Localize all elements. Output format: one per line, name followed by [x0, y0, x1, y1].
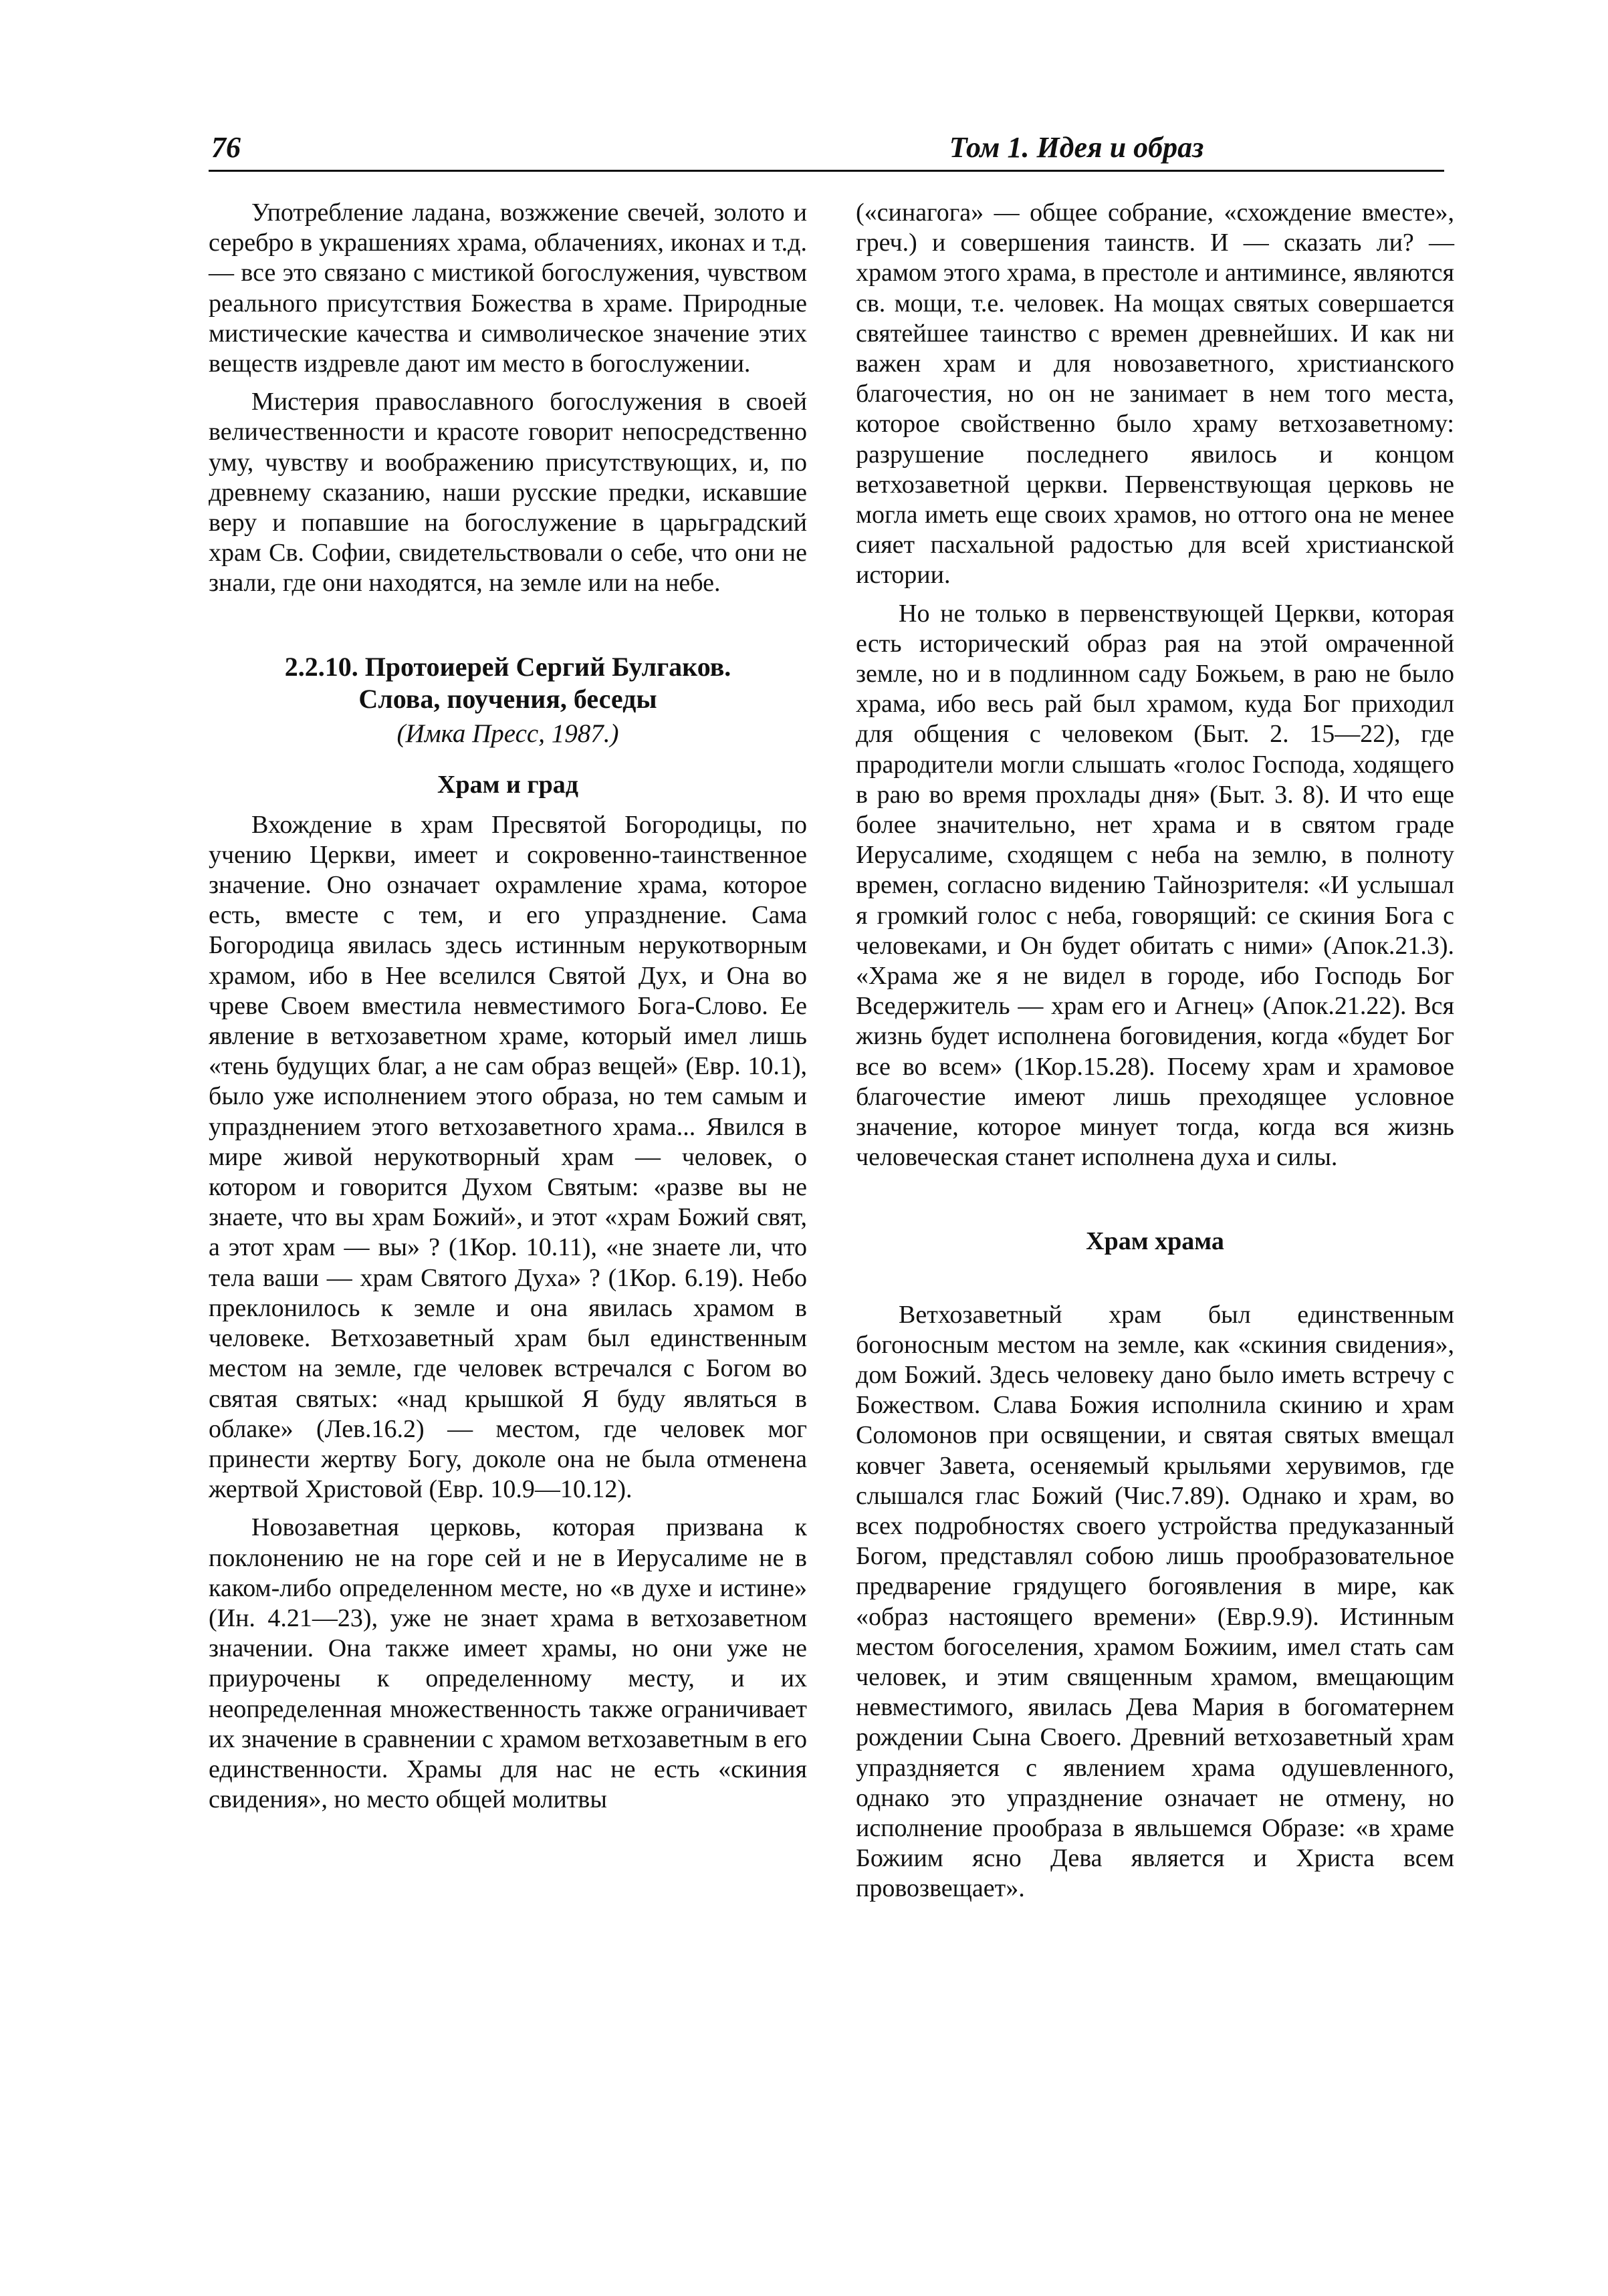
section-source: (Имка Пресс, 1987.) — [396, 719, 619, 748]
subsection-title: Храм и град — [437, 770, 578, 799]
section-title-line: Слова, поучения, беседы — [358, 683, 657, 714]
paragraph: («синагога» — общее собрание, «схождение вместе», греч.) и совершения таинств. И — сказать ли? — храмом этого храма, в престоле и антиминсе, являются св. мощи, т.е. человек. На мощах святых совершается святейшее таинство с времен древнейших. И как ни важен храм и для новозаветного, христианского благочестия, но он не занимает в нем того места, которое свойственно было храму ветхозаветному: разрушение последнего явилось и концом ветхозаветной церкви. Первенствующая церковь не могла иметь еще своих храмов, но оттого она не менее сияет пасхальной радостью для всей христианской истории. — [856, 199, 1454, 590]
page-number: 76 — [211, 131, 241, 164]
paragraph: Вхождение в храм Пресвятой Богородицы, по учению Церкви, имеет и сокровенно-таинственное значение. Оно означает охрамление храма, которое есть, вместе с тем, и его упразднение. Сама Богородица явилась здесь истинным нерукотворным храмом, ибо в Нее вселился Святой Дух, и Она во чреве Своем вместила невместимого Бога-Слово. Ее явление в ветхозаветном храме, который имел лишь «тень будущих благ, а не сам образ вещей» (Евр. 10.1), было уже исполнением этого образа, но тем самым и упразднением этого ветхозаветного храма... Явился в мире живой нерукотворный храм — человек, о котором и говорится Духом Святым: «разве вы не знаете, что вы храм Божий», и этот «храм Божий свят, а этот храм — вы» ? (1Кор. 10.11), «не знаете ли, что тела ваши — храм Святого Духа» ? (1Кор. 6.19). Небо преклонилось к земле и она явилась храмом в человеке. Ветхозаветный храм был единственным местом на земле, где человек встречался с Богом во святая святых: «над крышкой Я буду являться в облаке» (Лев.16.2) — местом, где человек мог принести жертву Богу, доколе она не была отменена жертвой Христовой (Евр. 10.9—10.12). — [209, 810, 807, 1504]
right-column — [856, 198, 1454, 1904]
left-column — [209, 198, 807, 1815]
running-header — [209, 131, 1444, 172]
paragraph: Но не только в первенствующей Церкви, которая есть исторический образ рая на этой омраченной земле, но и в подлинном саду Божьем, в раю не было храма, ибо весь рай был храмом, куда Бог приходил для общения с человеком (Быт. 2. 15—22), где прародители могли слышать «голос Господа, ходящего в раю во время прохлады дня» (Быт. 3. 8). И что еще более значительно, нет храма и в святом граде Иерусалиме, сходящем с неба на землю, в полноту времен, согласно видению Тайнозрителя: «И услышал я громкий голос с неба, говорящий: се скиния Бога с человеками, и Он будет обитать с ними» (Апок.21.3). «Храма же я не видел в городе, ибо Господь Бог Вседержитель — храм его и Агнец» (Апок.21.22). Вся жизнь будет исполнена боговидения, когда «будет Бог все во всем» (1Кор.15.28). Посему храм и храмовое благочестие имеют лишь преходящее условное значение, которое минует тогда, когда вся жизнь человеческая станет исполнена духа и силы. — [856, 599, 1454, 1172]
running-title: Том 1. Идея и образ — [949, 131, 1204, 164]
subsection-title: Храм храма — [1086, 1227, 1224, 1255]
paragraph: Мистерия православного богослужения в своей величественности и красоте говорит непосредственно уму, чувству и воображению присутствующих, и, по древнему сказанию, наши русские предки, искавшие веру и попавшие на богослужение в царьградский храм Св. Софии, свидетельствовали о себе, что они не знали, где они находятся, на земле или на небе. — [209, 388, 807, 598]
section-title-line: 2.2.10. Протоиерей Сергий Булгаков. — [284, 651, 731, 682]
paragraph: Употребление ладана, возжжение свечей, золото и серебро в украшениях храма, облачениях, иконах и т.д. — все это связано с мистикой богослужения, чувством реального присутствия Божества в храме. Природные мистические качества и символическое значение этих веществ издревле дают им место в богослужении. — [209, 199, 807, 378]
section-title — [209, 651, 807, 715]
paragraph: Новозаветная церковь, которая призвана к поклонению не на горе сей и не в Иерусалиме не в каком-либо определенном месте, но «в духе и истине» (Ин. 4.21—23), уже не знает храма в ветхозаветном значении. Она также имеет храмы, но они уже не приурочены к определенному месту, и их неопределенная множественность также ограничивает их значение в сравнении с храмом ветхозаветным в его единственности. Храмы для нас не есть «скиния свидения», но место общей молитвы — [209, 1513, 807, 1814]
paragraph: Ветхозаветный храм был единственным богоносным местом на земле, как «скиния свидения», дом Божий. Здесь человеку дано было иметь встречу с Божеством. Слава Божия исполнила скинию и храм Соломонов при освящении, и святая святых вмещал ковчег Завета, осеняемый крыльями херувимов, где слышался глас Божий (Чис.7.89). Однако и храм, во всех подробностях своего устройства предуказанный Богом, представлял собою лишь прообразовательное предварение грядущего богоявления в мире, как «образ настоящего времени» (Евр.9.9). Истинным местом богоселения, храмом Божиим, имел стать сам человек, и этим священным храмом, вмещающим невместимого, явилась Дева Мария в богоматернем рождении Сына Своего. Древний ветхозаветный храм упраздняется с явлением храма одушевленного, однако это упразднение означает не отмену, но исполнение прообраза в явльшемся Образе: «в храме Божиим ясно Дева является и Христа всем провозвещает». — [856, 1300, 1454, 1903]
